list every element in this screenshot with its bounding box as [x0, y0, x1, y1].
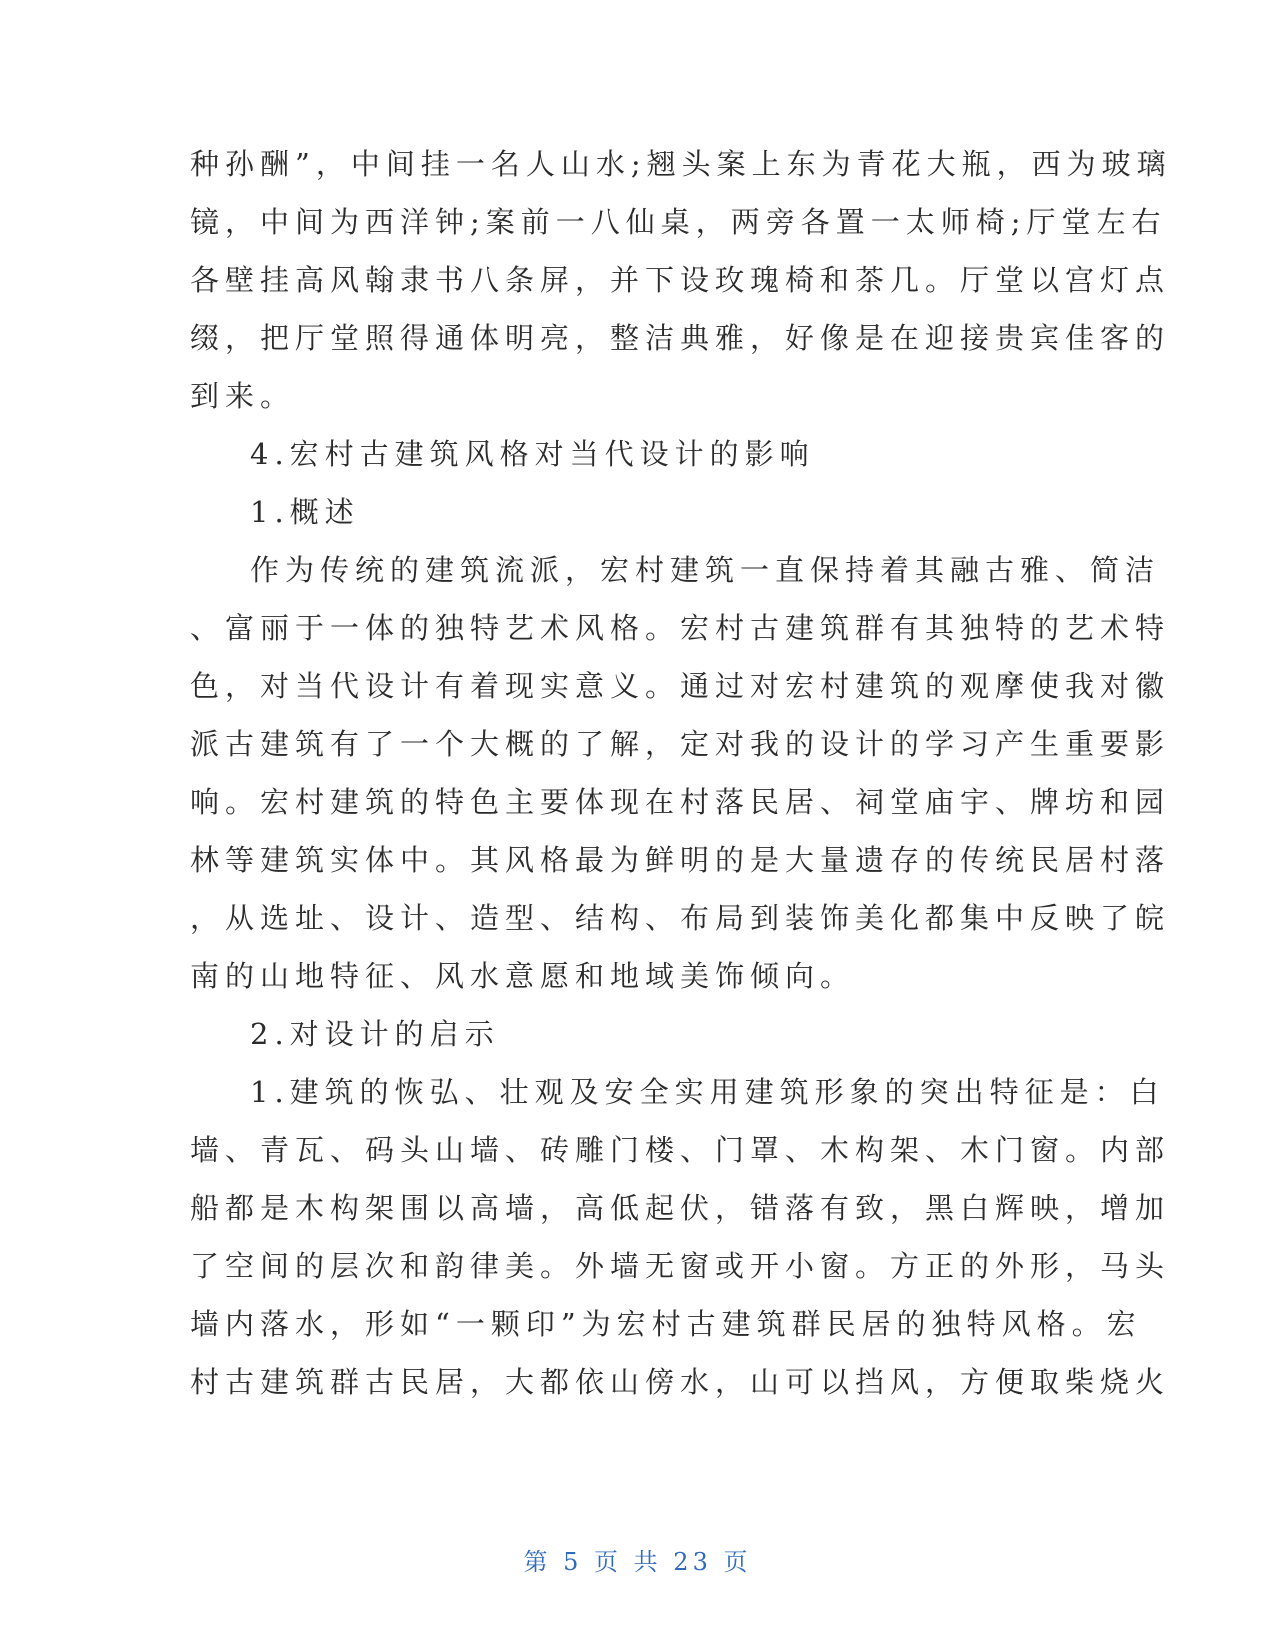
subsection-heading: 1.概述 [250, 495, 360, 529]
text-line: 作为传统的建筑流派，宏村建筑一直保持着其融古雅、简洁 [250, 553, 1161, 587]
text-line: 船都是木构架围以高墙，高低起伏，错落有致，黑白辉映，增加 [190, 1191, 1171, 1225]
text-line: 、富丽于一体的独特艺术风格。宏村古建筑群有其独特的艺术特 [190, 611, 1171, 645]
text-line: 林等建筑实体中。其风格最为鲜明的是大量遗存的传统民居村落 [190, 843, 1171, 877]
text-line: 缀，把厅堂照得通体明亮，整洁典雅，好像是在迎接贵宾佳客的 [190, 321, 1171, 355]
text-line: 种孙酬”，中间挂一名人山水;翘头案上东为青花大瓶，西为玻璃 [190, 147, 1172, 181]
text-line: 墙、青瓦、码头山墙、砖雕门楼、门罩、木构架、木门窗。内部 [190, 1133, 1171, 1167]
text-line: 村古建筑群古民居，大都依山傍水，山可以挡风，方便取柴烧火 [190, 1365, 1171, 1399]
text-line: 色，对当代设计有着现实意义。通过对宏村建筑的观摩使我对徽 [190, 669, 1171, 703]
text-line: 1.建筑的恢弘、壮观及安全实用建筑形象的突出特征是：白 [250, 1075, 1165, 1109]
text-line: 镜，中间为西洋钟;案前一八仙桌，两旁各置一太师椅;厅堂左右 [190, 205, 1167, 239]
text-line: 墙内落水，形如“一颗印”为宏村古建筑群民居的独特风格。宏 [190, 1307, 1142, 1341]
text-line: 各壁挂高风翰隶书八条屏，并下设玫瑰椅和茶几。厅堂以宫灯点 [190, 263, 1171, 297]
text-line: 响。宏村建筑的特色主要体现在村落民居、祠堂庙宇、牌坊和园 [190, 785, 1171, 819]
text-line: 了空间的层次和韵律美。外墙无窗或开小窗。方正的外形，马头 [190, 1249, 1171, 1283]
text-line: 南的山地特征、风水意愿和地域美饰倾向。 [190, 959, 856, 993]
text-line: ，从选址、设计、造型、结构、布局到装饰美化都集中反映了皖 [190, 901, 1171, 935]
section-heading: 4.宏村古建筑风格对当代设计的影响 [250, 437, 815, 471]
text-line: 到来。 [190, 379, 296, 413]
page-number-footer: 第 5 页 共 23 页 [523, 1548, 752, 1576]
text-line: 派古建筑有了一个大概的了解，定对我的设计的学习产生重要影 [190, 727, 1171, 761]
subsection-heading: 2.对设计的启示 [250, 1017, 500, 1051]
